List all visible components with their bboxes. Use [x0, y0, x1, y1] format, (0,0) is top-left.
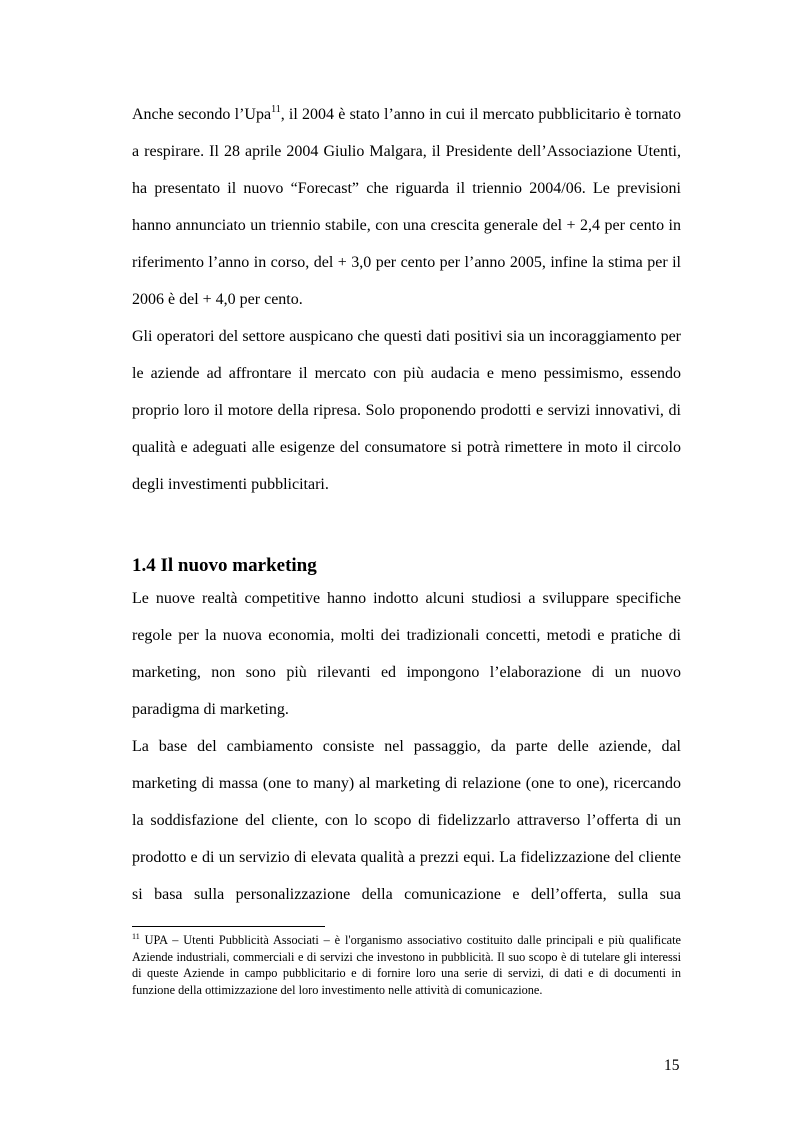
- text-line: si basa sulla personalizzazione della comunicazione e dell’offerta, sulla sua: [132, 886, 681, 903]
- text-line: proprio loro il motore della ripresa. Solo proponendo prodotti e servizi innovativi, di: [132, 402, 681, 419]
- section-heading: 1.4 Il nuovo marketing: [132, 555, 317, 576]
- footnote-ref[interactable]: 11: [271, 104, 281, 115]
- text-line: le aziende ad affrontare il mercato con più audacia e meno pessimismo, essendo: [132, 365, 681, 382]
- text-line: a respirare. Il 28 aprile 2004 Giulio Malgara, il Presidente dell’Associazione Utenti,: [132, 143, 681, 160]
- text-line: paradigma di marketing.: [132, 701, 289, 718]
- text-line: La base del cambiamento consiste nel passaggio, da parte delle aziende, dal: [132, 738, 681, 755]
- footnote-separator: [132, 926, 325, 927]
- text-line: regole per la nuova economia, molti dei tradizionali concetti, metodi e pratiche di: [132, 627, 681, 644]
- text-line: [132, 106, 681, 143]
- text-line: Le nuove realtà competitive hanno indotto alcuni studiosi a sviluppare specifiche: [132, 590, 681, 607]
- footnote-text: UPA – Utenti Pubblicità Associati – è l'organismo associativo costituito dalle principali e più qualificate Aziende industriali, commerciali e di servizi che investono in pubblicità. Il suo scopo è di tutelare gli interessi di queste Aziende in campo pubblicitario e di fornire loro una serie di servizi, di dati e di documenti in funzione della ottimizzazione del loro investimento nelle attività di comunicazione.: [132, 933, 681, 997]
- text-line: 2006 è del + 4,0 per cento.: [132, 291, 303, 308]
- paragraph-new-marketing: [132, 590, 681, 923]
- text-run: Anche secondo l’Upa: [132, 106, 272, 123]
- text-line: marketing di massa (one to many) al marketing di relazione (one to one), ricercando: [132, 775, 681, 792]
- paragraph-advertising-market: [132, 106, 681, 513]
- text-line: riferimento l’anno in corso, del + 3,0 per cento per l’anno 2005, infine la stima per il: [132, 254, 681, 271]
- footnote-number: 11: [132, 932, 140, 941]
- page-number: 15: [664, 1057, 680, 1074]
- footnote: [132, 932, 681, 998]
- text-line: Gli operatori del settore auspicano che questi dati positivi sia un incoraggiamento per: [132, 328, 681, 345]
- text-line: la soddisfazione del cliente, con lo scopo di fidelizzarlo attraverso l’offerta di un: [132, 812, 681, 829]
- text-line: hanno annunciato un triennio stabile, con una crescita generale del + 2,4 per cento in: [132, 217, 681, 234]
- text-line: prodotto e di un servizio di elevata qualità a prezzi equi. La fidelizzazione del cliente: [132, 849, 681, 866]
- text-line: degli investimenti pubblicitari.: [132, 476, 329, 493]
- text-line: qualità e adeguati alle esigenze del consumatore si potrà rimettere in moto il circolo: [132, 439, 681, 456]
- text-line: ha presentato il nuovo “Forecast” che riguarda il triennio 2004/06. Le previsioni: [132, 180, 681, 197]
- text-run: , il 2004 è stato l’anno in cui il mercato pubblicitario è tornato: [280, 106, 681, 123]
- text-line: marketing, non sono più rilevanti ed impongono l’elaborazione di un nuovo: [132, 664, 681, 681]
